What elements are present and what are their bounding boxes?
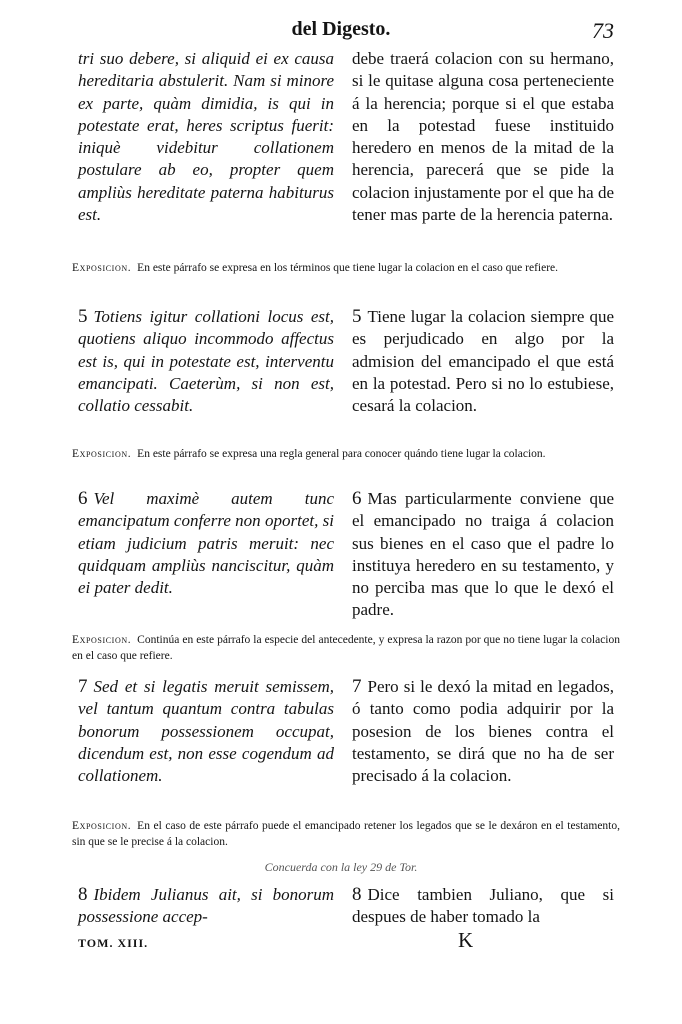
- latin-text: [78, 884, 334, 929]
- latin-text: [78, 676, 334, 787]
- signature-mark: K: [458, 928, 474, 952]
- exposicion-note: [72, 260, 620, 276]
- exposicion-label: Exposicion.: [72, 262, 132, 274]
- spanish-body: Dice tambien Juliano, que si despues de haber tomado la: [352, 885, 614, 927]
- paragraph-number: 5: [352, 306, 362, 327]
- page-number: 73: [592, 18, 614, 43]
- paragraph-number: 8: [352, 884, 362, 905]
- spanish-body: Pero si le dexó la mitad en legados, ó tanto como podia adquirir por la posesion de los bienes contra el testamento, se dirá que no ha de ser precisado á la colacion.: [352, 677, 614, 786]
- latin-body: Sed et si legatis meruit semissem, vel tantum quantum contra tabulas bonorum possessionem occupat, dicendum est, non esse cogendum ad collationem.: [78, 677, 334, 786]
- latin-body: Ibidem Julianus ait, si bonorum possessione accep-: [78, 885, 334, 927]
- latin-body: Totiens igitur collationi locus est, quotiens aliquo incommodo affectus est is, qui in potestate est, interventu emancipati. Caeterùm, si non est, collatio cessabit.: [78, 307, 334, 416]
- exposicion-note: [72, 818, 620, 850]
- exposicion-note: [72, 632, 620, 664]
- exposicion-text: Continúa en este párrafo la especie del antecedente, y expresa la razon por que no tiene lugar la colacion en el caso que refiere.: [72, 634, 620, 662]
- spanish-body: Mas particularmente conviene que el emancipado no traiga á colacion sus bienes en el caso que el padre lo instituya heredero en su testamento, y no perciba mas que lo que le dexó el padre.: [352, 489, 614, 620]
- spanish-text: [352, 306, 614, 417]
- exposicion-label: Exposicion.: [72, 448, 132, 460]
- paragraph-number: 6: [78, 488, 88, 509]
- exposicion-label: Exposicion.: [72, 820, 132, 832]
- paragraph-number: 5: [78, 306, 88, 327]
- latin-text: [78, 488, 334, 599]
- spanish-text: [352, 884, 614, 929]
- spanish-text: [352, 488, 614, 622]
- exposicion-text: En este párrafo se expresa en los términos que tiene lugar la colacion en el caso que refiere.: [137, 262, 559, 274]
- spanish-text: [352, 676, 614, 787]
- latin-text: [78, 306, 334, 417]
- paragraph-number: 7: [78, 676, 88, 697]
- exposicion-text: En este párrafo se expresa una regla general para conocer quándo tiene lugar la colacion.: [137, 448, 546, 460]
- latin-text: tri suo debere, si aliquid ei ex causa hereditaria abstulerit. Nam si minore ex parte, quàm dimidia, is qui in potestate erat, heres scriptus fuerit: iniquè videbitur collationem postulare ab eo, propter quem ampliùs hereditate paterna habiturus est.: [78, 49, 334, 225]
- page-header: [0, 14, 682, 42]
- paragraph-number: 7: [352, 676, 362, 697]
- paragraph-number: 8: [78, 884, 88, 905]
- latin-body: Vel maximè autem tunc emancipatum conferre non oportet, si etiam judicium patris meruit: nec quidquam ampliùs nanciscitur, quàm ei pater dedit.: [78, 489, 334, 598]
- exposicion-text: En el caso de este párrafo puede el emancipado retener los legados que se le dexáron en el testamento, sin que se le precise á la colacion.: [72, 820, 620, 848]
- paragraph-number: 6: [352, 488, 362, 509]
- exposicion-note: [72, 446, 620, 462]
- concordancia-note: Concuerda con la ley 29 de Tor.: [264, 860, 418, 874]
- exposicion-label: Exposicion.: [72, 634, 132, 646]
- spanish-text: debe traerá colacion con su hermano, si le quitase alguna cosa perteneciente á la herencia; porque si el que estaba en la potestad fuese instituido heredero en menos de la mitad de la herencia, parecerá que se pide la colacion injustamente por el que ha de tener mas parte de la herencia paterna.: [352, 49, 614, 225]
- volume-mark: TOM. XIII.: [78, 936, 149, 950]
- spanish-body: Tiene lugar la colacion siempre que es perjudicado en algo por la admision del emancipado el que está en la potestad. Pero si no lo estubiese, cesará la colacion.: [352, 307, 614, 416]
- running-title: del Digesto.: [291, 18, 391, 40]
